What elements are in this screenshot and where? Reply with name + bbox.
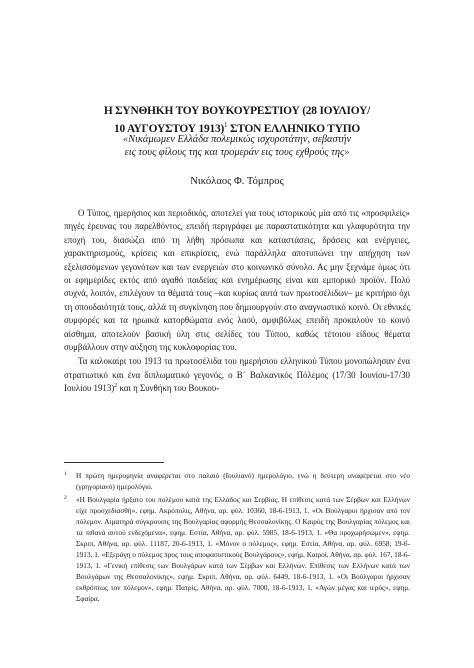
body-paragraph-2 <box>64 355 410 395</box>
footnote-text: Η πρώτη ημερομηνία αναφέρεται στο παλαιό (Ιουλιανό) ημερολόγιο, ενώ η δεύτερη αναφέρεται στο νέο (γρηγοριανό) ημερολόγιο. <box>76 471 410 491</box>
footnote-number: 1 <box>64 471 67 477</box>
title-line-2-text: 10 ΑΥΓΟΥΣΤΟΥ 1913) <box>113 122 225 135</box>
body-paragraph-2-text: Τα καλοκαίρι του 1913 τα πρωτοσέλιδα του ημερήσιου ελληνικού Τύπου μονοπώλησαν ένα στρατιωτικό και ένα διπλωματικό γεγονός, ο Β΄ Βαλκανικός Πόλεμος (17/30 Ιουνίου-17/30 Ιουλίου 1913) <box>64 356 410 394</box>
title-line-1: Η ΣΥΝΘΗΚΗ ΤΟΥ ΒΟΥΚΟΥΡΕΣΤΙΟΥ (28 ΙΟΥΛΙΟΥ/ <box>103 105 371 117</box>
title-line-2-rest: ΣΤΟΝ ΕΛΛΗΝΙΚΟ ΤΥΠΟ <box>227 122 361 135</box>
article-body <box>64 207 410 396</box>
footnote-text: «Η Βουλγαρία ήρξατο του πολέμου κατά της Ελλάδος και Σερβίας. Η επίθεσις κατά των Σέρβων και Ελλήνων είχε προσχεδιασθή», εφημ. Ακρόπολις, Αθήνα, αρ. φύλ. 10360, 18-6-1913, 1. «Οι Βούλγαροι ήρχισαν από τον πόλεμον. Αιματηρά σύγκρουσις της Βουλγαρίας αφορμής Θεσσαλονίκης. Ο Καιρός της Βουλγαρίας πόλεμος και τα πιθανά αυτού ενδεχόμενα», εφημ. Εστία, Αθήνα, αρ. φύλ. 5985, 18-6-1913, 1. «Θα προχωρήσωμεν», εφημ. Σκριπ, Αθήνα, αρ. φύλ. 11187, 20-6-1913, 1. «Μόνον ο πόλεμος», εφημ. Εστία, Αθήνα, αρ. φύλ. 6958, 19-6-1913, 1. «Εξεράγη ο πόλεμος προς τους αποφασιστικούς Βουλγάρους», εφημ. Καιροί, Αθήνα, αρ. φύλ. 167, 18-6-1913, 1. «Γενική επίθεσις των Βουλγάρων κατά των Σέρβων και Ελλήνων. Επίθεσις των Ελλήνων κατά των Βουλγάρων της Θεσσαλονίκης», εφημ. Σκριπ, Αθήνα, αρ. φύλ. 6449, 18-6-1913, 1. «Οι Βούλγαροι ήρχισαν εκθρόπτως τον πόλεμον», εφημ. Πατρίς, Αθήνα, αρ. φύλ. 7000, 18-6-1913, 1. «Αγών μέγας και ιερός», εφημ. Σφαίρα, <box>76 495 410 603</box>
body-paragraph-1: Ο Τύπος, ημερήσιος και περιοδικός, αποτελεί για τους ιστορικούς μία από τις «προσφιλείς» πηγές έρευνας του παρελθόντος, επειδή περιγράφει με παραστατικότητα και γλαφυρότητα την εποχή του, διασώζει από τη λήθη πρόσωπα και καταστάσεις, δράσεις και ενέργειες, χαρακτηρισμούς, κρίσεις και επικρίσεις, ενώ παράλληλα αποτυπώνει την απήχηση των εξελισσόμενων γεγονότων και των ενεργειών στο κοινωνικό σύνολο. Ας μην ξεχνάμε όμως ότι οι εφημερίδες εκτός από αγαθό παιδείας και ενημέρωσης είναι και εμπορικό προϊόν. Πολύ συχνά, λοιπόν, επιλέγουν τα θέματά τους –και κυρίως αυτά των πρωτοσέλιδων– με κριτήριο όχι τη σπουδαιότητά τους, αλλά τη συγκίνηση που δημιουργούν στο αναγνωστικό κοινό. Οι εθνικές συμφορές και τα ηρωικά κατορθώματα ενός λαού, αμφιβόλως επειδή προκαλούν το κοινό αίσθημα, αποτελούν βασική ύλη στις σελίδες του Τύπου, καθώς τέτοιου είδους θέματα συμβάλλουν στην αύξηση της κυκλοφορίας του. <box>64 208 410 353</box>
footnote-divider <box>64 462 164 463</box>
footnote-1 <box>64 470 410 492</box>
footnote-2 <box>64 494 410 604</box>
epigraph-line-2: εις τους φίλους της και τρομεράν εις τους εχθρούς της» <box>124 147 350 158</box>
body-footnote-ref[interactable]: 2 <box>114 383 118 390</box>
body-paragraph-2-continued: και η Συνθήκη του Βουκου- <box>117 383 220 394</box>
epigraph-line-1: «Νικάμωμεν Ελλάδα πολεμικώς ισχυροτάτην, σεβαστήν <box>122 134 352 145</box>
article-title <box>60 104 414 136</box>
author-name: Νικόλαος Φ. Τόμπρος <box>190 176 284 187</box>
footnote-number: 2 <box>64 495 67 501</box>
footnotes <box>64 470 410 606</box>
title-footnote-ref[interactable]: 1 <box>224 121 228 129</box>
article-epigraph <box>66 133 408 159</box>
